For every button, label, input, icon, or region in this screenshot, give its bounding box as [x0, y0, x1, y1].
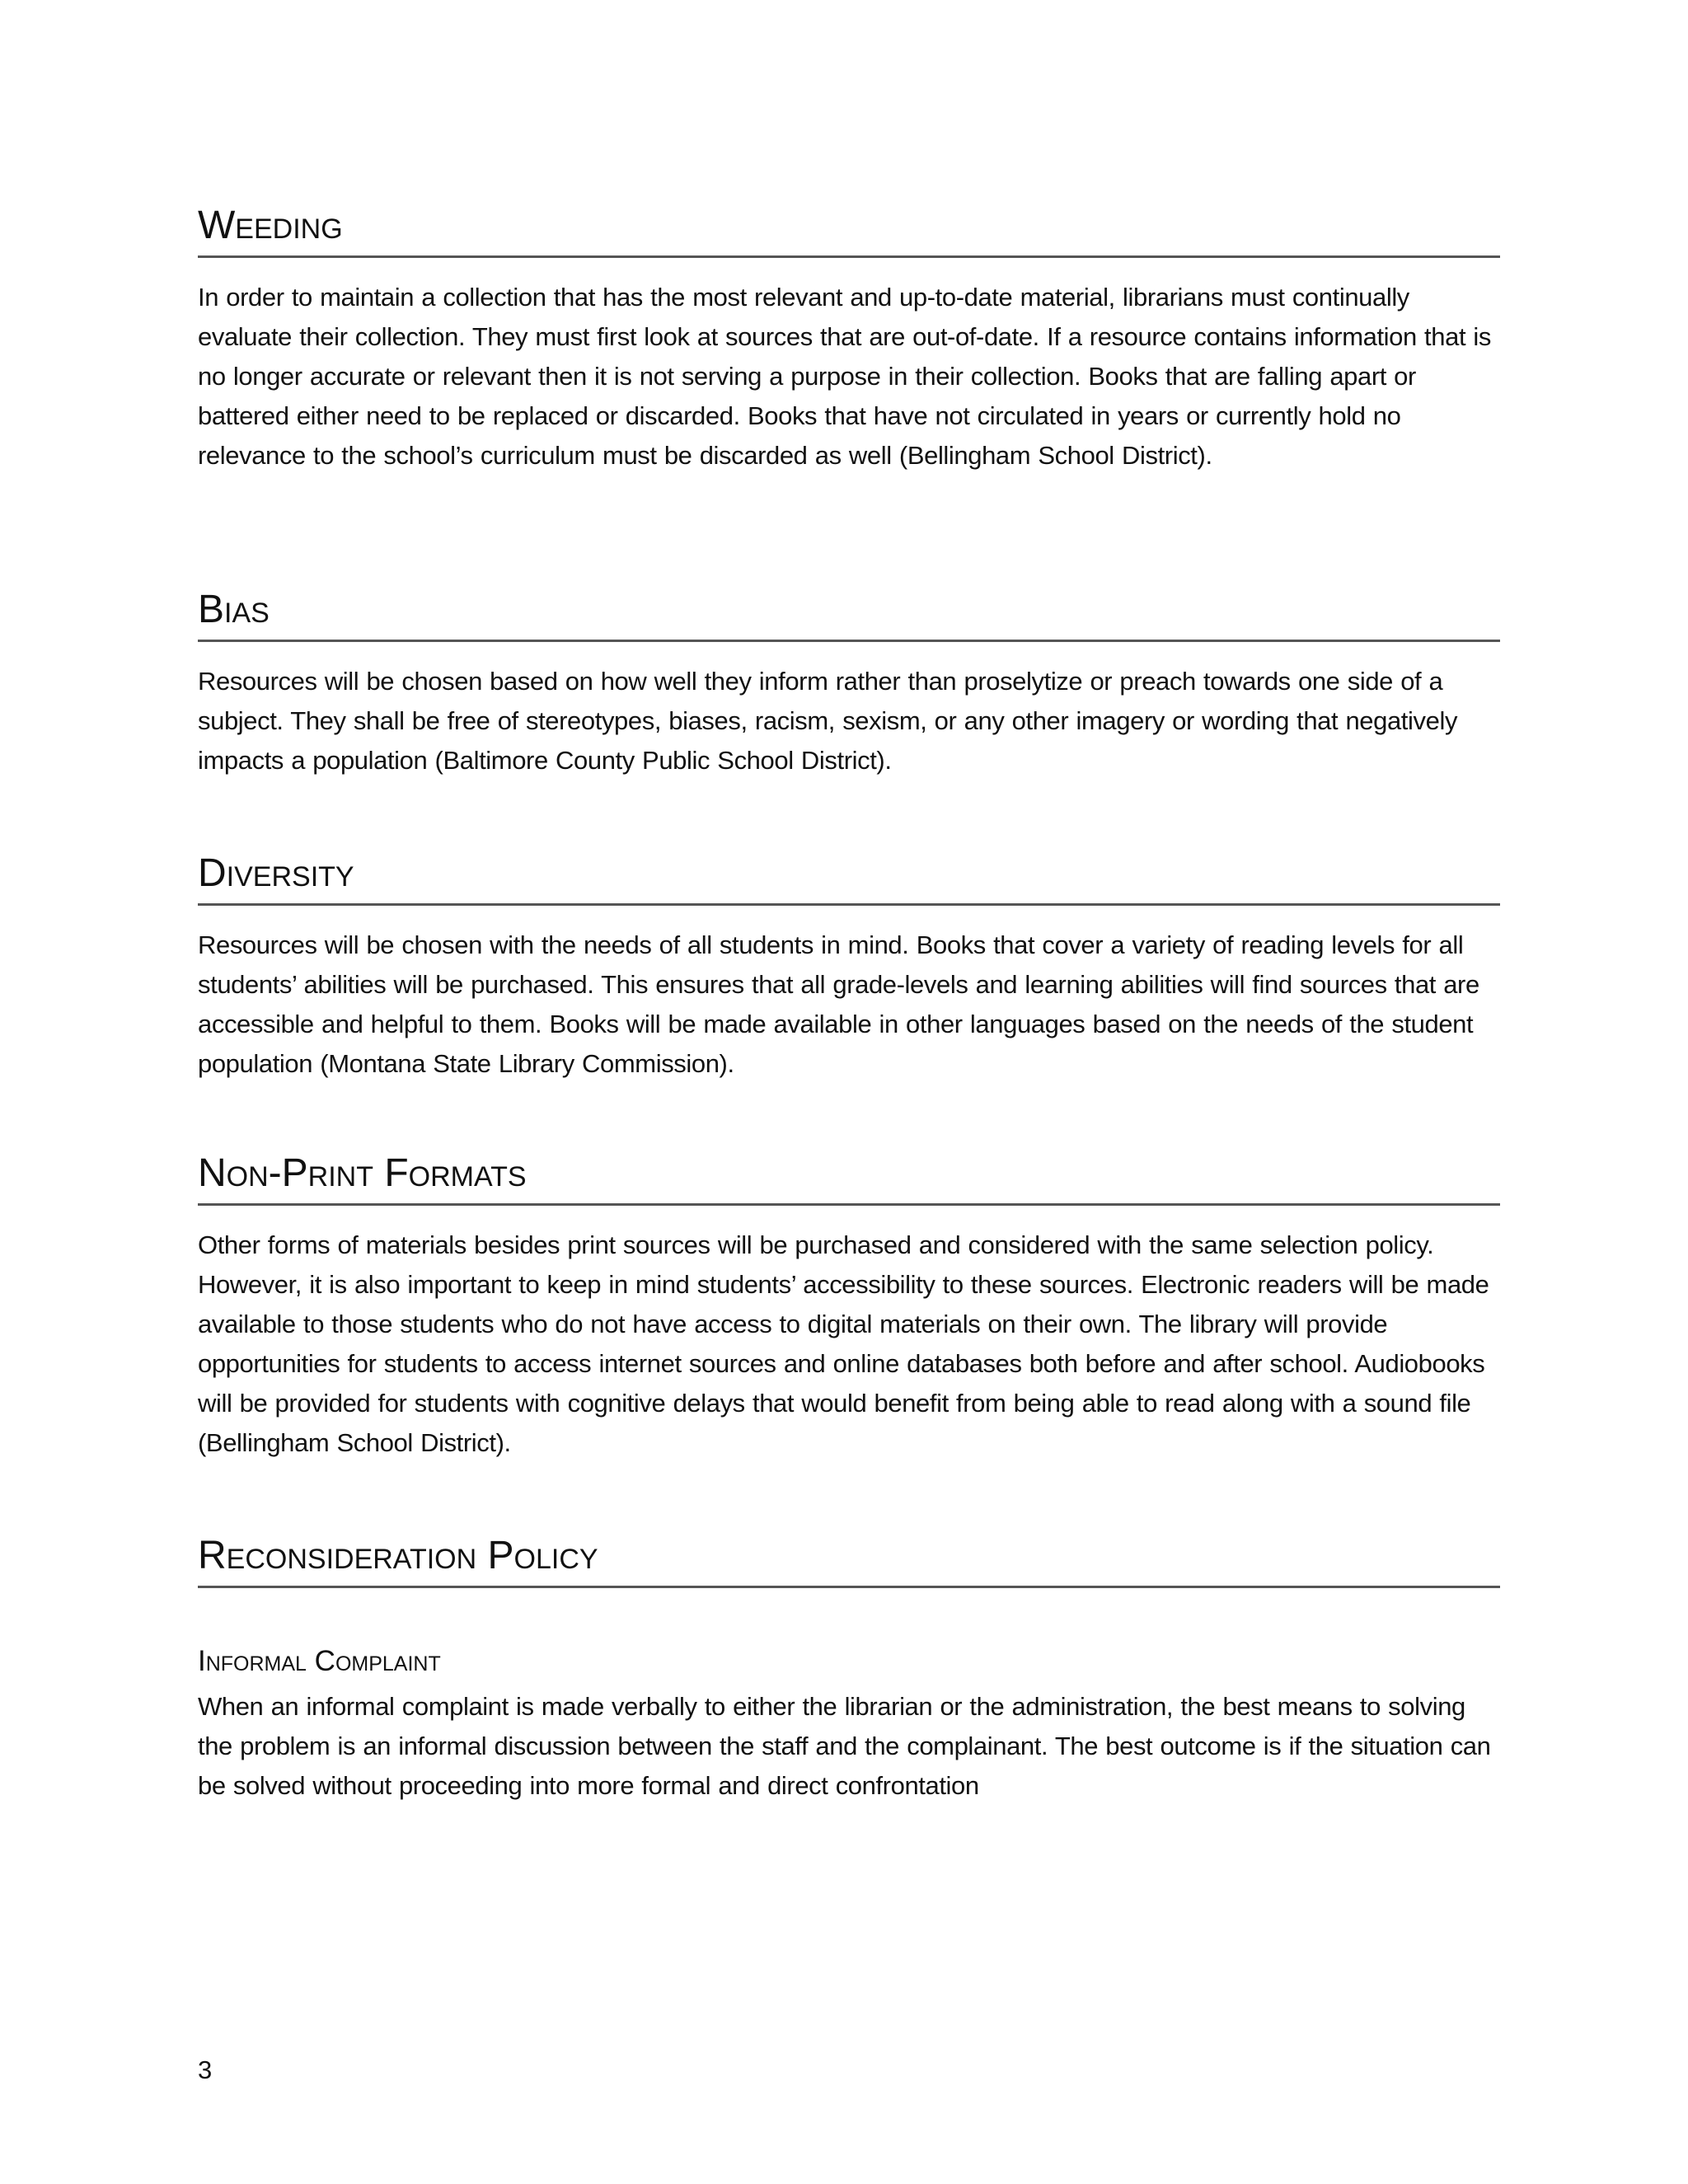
section-heading-non-print-formats: Non-Print Formats — [198, 1154, 1500, 1206]
subsection-informal-complaint — [198, 1647, 1500, 1806]
section-diversity — [198, 851, 1500, 1084]
section-body-non-print-formats: Other forms of materials besides print sources will be purchased and considered with the same selection policy. However, it is also important to keep in mind students’ accessibility to these sources. Electronic readers will be made available to those students who do not have access to digital materials on their own. The library will provide opportunities for students to access internet sources and online databases both before and after school. Audiobooks will be provided for students with cognitive delays that would benefit from being able to read along with a sound file (Bellingham School District). — [198, 1230, 1489, 1457]
section-body-bias: Resources will be chosen based on how well they inform rather than proselytize or preach towards one side of a subject. They shall be free of stereotypes, biases, racism, sexism, or any other imagery or wording that negatively impacts a population (Baltimore County Public School District). — [198, 667, 1458, 775]
section-body-weeding: In order to maintain a collection that has the most relevant and up-to-date material, librarians must continually evaluate their collection. They must first look at sources that are out-of-date. If a resource contains information that is no longer accurate or relevant then it is not serving a purpose in their collection. Books that are falling apart or battered either need to be replaced or discarded. Books that have not circulated in years or currently hold no relevance to the school’s curriculum must be discarded as well (Bellingham School District). — [198, 283, 1491, 470]
section-heading-reconsideration-policy: Reconsideration Policy — [198, 1536, 1500, 1588]
section-non-print-formats — [198, 1151, 1500, 1463]
subsection-heading-informal-complaint: Informal Complaint — [198, 1645, 441, 1677]
subsection-body-informal-complaint: When an informal complaint is made verbally to either the librarian or the administration, the best means to solving the problem is an informal discussion between the staff and the complainant. The best outcome is if the situation can be solved without proceeding into more formal and direct confrontation — [198, 1692, 1491, 1800]
section-reconsideration-policy — [198, 1536, 1500, 1588]
section-heading-bias: Bias — [198, 590, 1500, 642]
section-weeding — [198, 206, 1500, 476]
page-number: 3 — [198, 2055, 213, 2084]
section-body-diversity: Resources will be chosen with the needs of all students in mind. Books that cover a variety of reading levels for all students’ abilities will be purchased. This ensures that all grade-levels and learning abilities will find sources that are accessible and helpful to them. Books will be made available in other languages based on the needs of the student population (Montana State Library Commission). — [198, 930, 1479, 1078]
section-heading-diversity: Diversity — [198, 854, 1500, 906]
section-heading-weeding: Weeding — [198, 206, 1500, 258]
section-bias — [198, 590, 1500, 780]
